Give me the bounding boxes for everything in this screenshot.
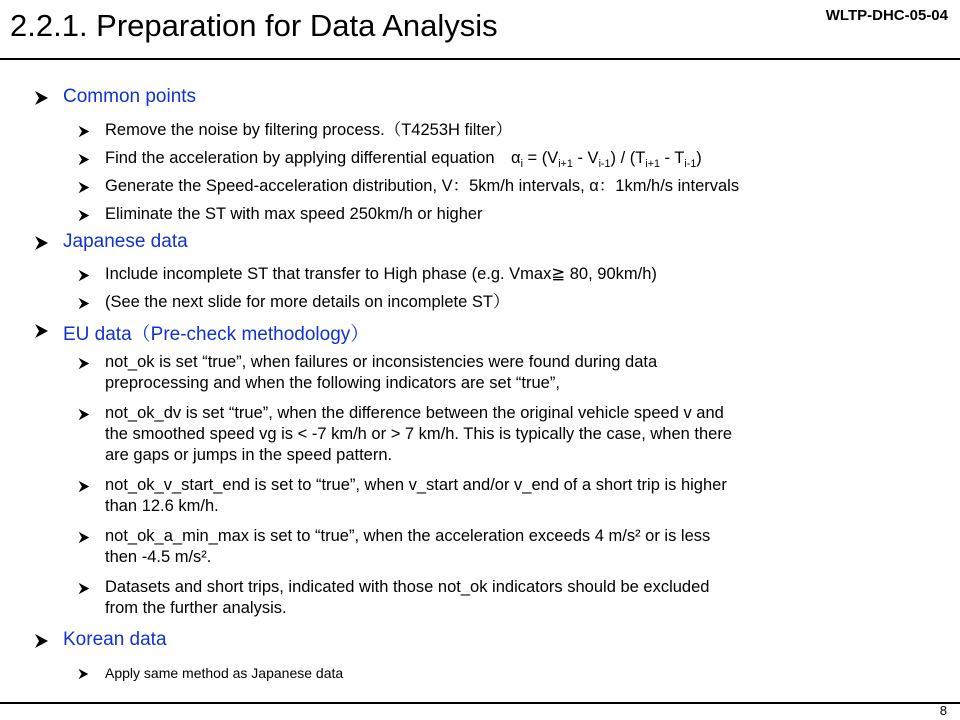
arrow-bullet-icon — [33, 323, 63, 339]
bullet-text: Remove the noise by filtering process.（T4253H filter） — [105, 121, 513, 139]
bullet-text: not_ok_dv is set “true”, when the difference between the original vehicle speed v and the smoothed speed vg is < -7 km/h or > 7 km/h. This is typically the case, when there are gaps or jumps in the speed pattern. — [105, 404, 732, 464]
bullet-text: Apply same method as Japanese data — [105, 665, 344, 681]
bullet-text: Include incomplete ST that transfer to High phase (e.g. Vmax≧ 80, 90km/h) — [105, 265, 657, 283]
bullet-item — [77, 577, 939, 619]
arrow-bullet-icon — [33, 90, 63, 106]
bullet-item — [77, 663, 939, 684]
section-heading: EU data（Pre-check methodology） — [63, 324, 370, 345]
bullet-text: Eliminate the ST with max speed 250km/h or higher — [105, 205, 483, 223]
arrow-bullet-icon — [33, 235, 63, 251]
section-heading: Japanese data — [63, 231, 188, 252]
arrow-bullet-icon — [77, 181, 105, 194]
document-id: WLTP-DHC-05-04 — [825, 7, 948, 24]
equation-text: Find the acceleration by applying differential equation $\alpha_i = (V_{i+1} - V_{i-1}) / (T_{i+1} - T_{i-1})$ — [105, 149, 702, 170]
arrow-bullet-icon — [77, 209, 105, 222]
bullet-item — [77, 264, 939, 285]
bullet-item — [77, 292, 939, 313]
arrow-bullet-icon — [77, 153, 105, 166]
bullet-item — [77, 120, 939, 141]
arrow-bullet-icon — [77, 531, 105, 544]
section-common-points — [33, 86, 196, 108]
bullet-text: Datasets and short trips, indicated with those not_ok indicators should be excluded from the further analysis. — [105, 578, 710, 617]
bullet-item — [77, 352, 939, 394]
arrow-bullet-icon — [77, 297, 105, 310]
bullet-item — [77, 176, 939, 197]
bullet-text: not_ok_v_start_end is set to “true”, when v_start and/or v_end of a short trip is higher than 12.6 km/h. — [105, 476, 727, 515]
bullet-item — [77, 403, 939, 466]
bullet-item — [77, 148, 939, 169]
bullet-item — [77, 204, 939, 225]
section-heading: Korean data — [63, 629, 167, 650]
slide-title: 2.2.1. Preparation for Data Analysis — [10, 8, 498, 43]
page-number: 8 — [939, 703, 947, 718]
arrow-bullet-icon — [33, 633, 63, 649]
arrow-bullet-icon — [77, 269, 105, 282]
section-eu-data — [33, 319, 369, 346]
arrow-bullet-icon — [77, 582, 105, 595]
bullet-text: (See the next slide for more details on incomplete ST） — [105, 293, 510, 311]
bullet-text: not_ok_a_min_max is set to “true”, when the acceleration exceeds 4 m/s² or is less then -4.5 m/s². — [105, 527, 711, 566]
bullet-item — [77, 526, 939, 568]
footer-divider — [0, 702, 960, 704]
section-japanese-data — [33, 231, 188, 253]
bullet-text: not_ok is set “true”, when failures or inconsistencies were found during data preprocessing and when the following indicators are set “true”, — [105, 353, 658, 392]
bullet-item — [77, 475, 939, 517]
arrow-bullet-icon — [77, 408, 105, 421]
arrow-bullet-icon — [77, 480, 105, 493]
section-heading: Common points — [63, 86, 197, 107]
arrow-bullet-icon — [77, 668, 105, 680]
bullet-text: Generate the Speed-acceleration distribution, V：5km/h intervals, α：1km/h/s intervals — [105, 177, 740, 195]
arrow-bullet-icon — [77, 125, 105, 138]
section-korean-data — [33, 629, 167, 651]
arrow-bullet-icon — [77, 357, 105, 370]
